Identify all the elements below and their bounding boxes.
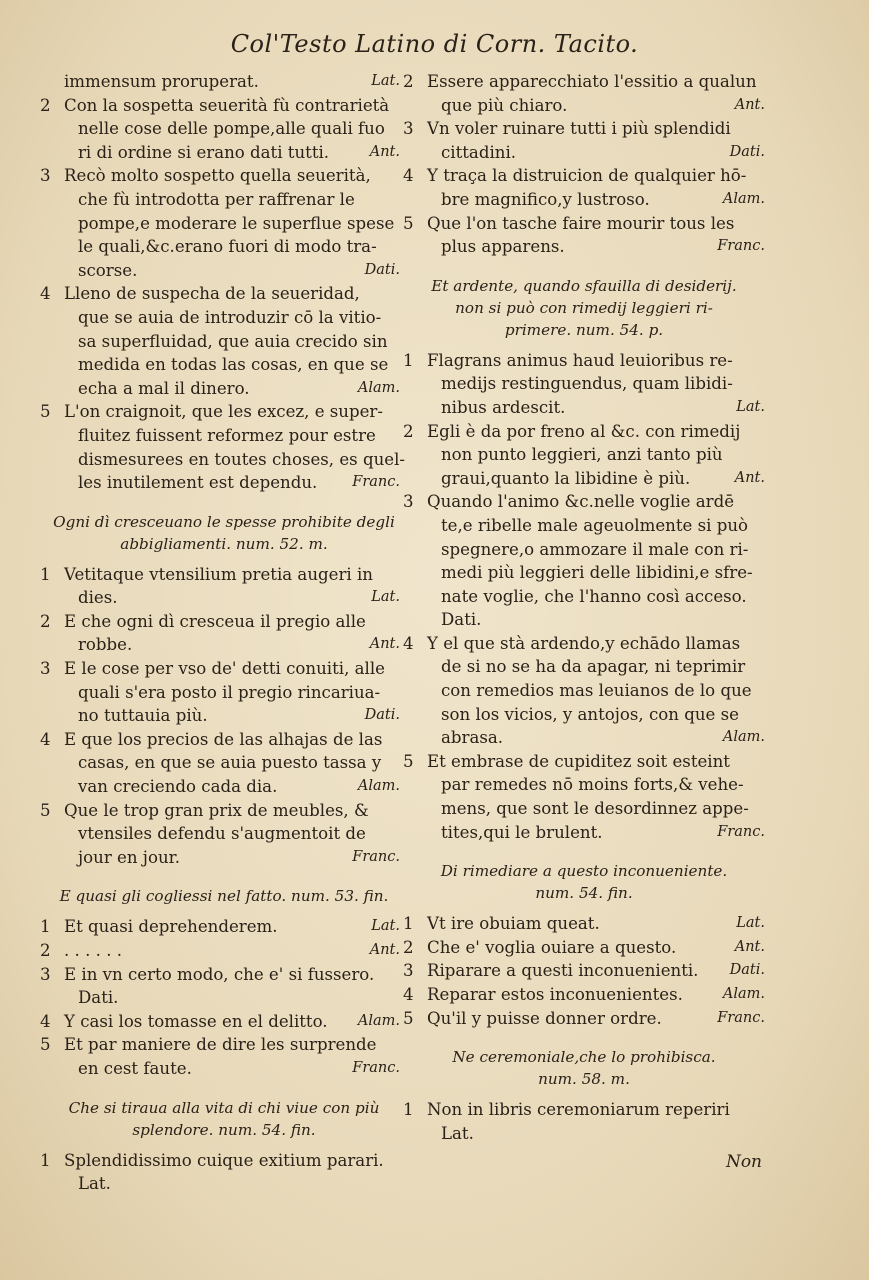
source-tag: Alam. [357, 1012, 400, 1029]
line-text: casas, en que se auia puesto tassa y [78, 753, 382, 773]
source-tag: Lat. [736, 398, 765, 415]
heading-line: Di rimediare a questo inconueniente. [440, 862, 728, 881]
catchword: Non [725, 1152, 762, 1172]
source-tag: Franc. [717, 1009, 765, 1026]
verse-number: 5 [403, 751, 414, 771]
line-text: scorse. [78, 260, 138, 280]
line-text: robbe. [78, 635, 133, 655]
text-line [403, 912, 765, 936]
section-heading [40, 1097, 408, 1141]
line-text: ri di ordine si erano dati tutti. [78, 142, 330, 162]
section-heading [403, 860, 765, 904]
text-line [403, 70, 765, 94]
text-line [40, 657, 408, 681]
verse-number: 2 [40, 611, 51, 631]
text-line [40, 775, 408, 799]
line-text: Qu'il y puisse donner ordre. [427, 1008, 662, 1028]
line-text: L'on craignoit, que les excez, e super- [64, 402, 383, 422]
verse-number: 1 [40, 564, 51, 584]
line-text: Reparar estos inconuenientes. [427, 985, 683, 1004]
source-tag: Dati. [364, 261, 400, 278]
text-line [403, 1098, 765, 1122]
line-text: par remedes nō moins forts,& vehe- [441, 775, 744, 795]
line-text: E in vn certo modo, che e' si fussero. [64, 964, 375, 984]
line-text: que se auia de introduzir cō la vitio- [78, 307, 382, 327]
verse-number: 5 [40, 800, 51, 820]
text-line [403, 773, 765, 797]
text-line [40, 633, 408, 657]
text-line [40, 141, 408, 165]
source-tag: Franc. [352, 474, 400, 491]
verse-number: 4 [403, 166, 414, 186]
left-column [40, 70, 408, 1196]
text-line [403, 703, 765, 727]
source-tag: Lat. [371, 589, 400, 606]
line-text: fluitez fuissent reformez pour estre [78, 425, 376, 445]
line-text: spegnere,o ammozare il male con ri- [441, 539, 749, 559]
verse-number: 2 [403, 421, 414, 441]
text-line [40, 822, 408, 846]
line-text: Vt ire obuiam queat. [427, 914, 600, 934]
text-line [40, 563, 408, 587]
text-line [403, 655, 765, 679]
text-line [40, 963, 408, 987]
text-line [403, 959, 765, 983]
line-text: E che ogni dì cresceua il pregio alle [64, 611, 366, 631]
text-line [40, 94, 408, 118]
text-line [403, 1007, 765, 1031]
verse-number: 3 [403, 492, 414, 512]
line-text: Y traça la distruicion de qualquier hō- [427, 166, 747, 186]
verse-number: 5 [40, 1035, 51, 1055]
line-text: Et embrase de cupiditez soit esteint [427, 751, 730, 771]
line-text: Y casi los tomasse en el delitto. [64, 1011, 328, 1031]
source-tag: Dati. [729, 143, 765, 160]
line-text: nibus ardescit. [441, 397, 566, 417]
line-text: Riparare a questi inconuenienti. [427, 961, 699, 981]
text-line [403, 141, 765, 165]
verse-number: 2 [40, 95, 51, 115]
verse-number: 3 [40, 659, 51, 679]
line-text: medi più leggieri delle libidini,e sfre- [441, 563, 753, 583]
text-line [40, 681, 408, 705]
verse-number: 2 [403, 937, 414, 957]
source-tag: Ant. [369, 143, 400, 160]
text-line [40, 424, 408, 448]
text-line [403, 467, 765, 491]
heading-line: Che si tiraua alla vita di chi viue con più [68, 1098, 380, 1117]
source-tag: Alam. [722, 190, 765, 207]
line-text: Egli è da por freno al &c. con rimedij [427, 421, 741, 441]
text-line [40, 70, 408, 94]
line-text: te,e ribelle male ageuolmente si può [441, 515, 749, 535]
text-line [40, 164, 408, 188]
heading-line: non si può con rimedij leggieri ri- [455, 298, 713, 317]
text-line [403, 188, 765, 212]
source-tag: Franc. [352, 1059, 400, 1076]
line-text: cittadini. [441, 142, 517, 162]
line-text: Splendidissimo cuique exitium parari. [64, 1150, 384, 1170]
text-line [403, 235, 765, 259]
verse-number: 3 [40, 166, 51, 186]
heading-line: Ogni dì cresceuano le spesse prohibite degli [53, 512, 395, 531]
verse-number: 2 [40, 941, 51, 960]
heading-line: num. 58. m. [538, 1070, 630, 1089]
line-text: Quando l'animo &c.nelle voglie ardē [427, 492, 735, 512]
text-line [40, 188, 408, 212]
text-line [403, 490, 765, 514]
line-text: le quali,&c.erano fuori di modo tra- [78, 237, 377, 257]
line-text: medida en todas las cosas, en que se [78, 355, 389, 375]
line-text: Et quasi deprehenderem. [64, 917, 278, 937]
text-line [403, 561, 765, 585]
text-line [40, 1149, 408, 1173]
text-line [403, 797, 765, 821]
text-line [40, 846, 408, 870]
heading-line: num. 54. fin. [535, 884, 633, 903]
line-text: van creciendo cada dia. [78, 777, 278, 797]
text-line [403, 117, 765, 141]
line-text: Et par maniere de dire les surprende [64, 1035, 377, 1055]
text-line [40, 212, 408, 236]
text-line [403, 164, 765, 188]
line-text: Dati. [441, 610, 482, 630]
section-heading [403, 1046, 765, 1090]
line-text: nate voglie, che l'hanno così acceso. [441, 586, 747, 606]
running-header: Col'Testo Latino di Corn. Tacito. [230, 30, 639, 58]
source-tag: Lat. [736, 915, 765, 932]
text-line [40, 330, 408, 354]
text-line [40, 915, 408, 939]
line-text: Lleno de suspecha de la seueridad, [64, 284, 360, 304]
line-text: graui,quanto la libidine è più. [441, 468, 691, 488]
line-text: Lat. [78, 1174, 111, 1194]
text-line [403, 726, 765, 750]
line-text: pompe,e moderare le superflue spese [78, 213, 395, 233]
source-tag: Alam. [357, 379, 400, 396]
text-line [403, 212, 765, 236]
source-tag: Dati. [729, 962, 765, 979]
line-text: bre magnifico,y lustroso. [441, 189, 650, 209]
line-text: nelle cose delle pompe,alle quali fuo [78, 119, 385, 139]
verse-number: 4 [403, 633, 414, 653]
line-text: Che e' voglia ouiare a questo. [427, 937, 677, 957]
heading-line: E quasi gli cogliessi nel fatto. num. 53. fin. [59, 887, 389, 906]
heading-line: Et ardente, quando sfauilla di desiderij. [431, 276, 737, 295]
line-text: jour en jour. [78, 847, 181, 867]
text-line [40, 1010, 408, 1034]
source-tag: Lat. [371, 73, 400, 89]
verse-number: 4 [40, 284, 51, 304]
verse-number: 5 [403, 1008, 414, 1028]
text-line [40, 235, 408, 259]
line-text: que più chiaro. [441, 95, 568, 115]
text-line [40, 448, 408, 472]
text-line [403, 821, 765, 845]
text-line [403, 443, 765, 467]
line-text: medijs restinguendus, quam libidi- [441, 374, 733, 394]
text-line [403, 679, 765, 703]
line-text: de si no se ha da apagar, ni teprimir [441, 657, 746, 677]
text-line [40, 986, 408, 1010]
verse-number: 4 [40, 729, 51, 749]
verse-number: 4 [403, 985, 414, 1004]
source-tag: Alam. [722, 729, 765, 746]
text-line [403, 1122, 765, 1146]
section-heading [403, 275, 765, 341]
source-tag: Alam. [357, 778, 400, 795]
heading-line: splendore. num. 54. fin. [132, 1120, 316, 1139]
line-text: en cest faute. [78, 1058, 192, 1078]
source-tag: Ant. [369, 636, 400, 653]
verse-number: 2 [403, 72, 414, 91]
text-line [403, 936, 765, 960]
text-line [403, 632, 765, 656]
verse-number: 3 [40, 964, 51, 984]
line-text: non punto leggieri, anzi tanto più [441, 445, 723, 465]
source-tag: Ant. [734, 469, 765, 486]
line-text: Con la sospetta seuerità fù contrarietà [64, 95, 390, 115]
text-line [40, 1172, 408, 1196]
text-line [40, 306, 408, 330]
text-line [40, 471, 408, 495]
verse-number: 1 [40, 1150, 51, 1170]
text-line [403, 396, 765, 420]
text-line [40, 799, 408, 823]
section-heading [40, 511, 408, 555]
line-text: . . . . . . [64, 941, 123, 960]
source-tag: Dati. [364, 707, 400, 724]
line-text: Que l'on tasche faire mourir tous les [427, 213, 735, 233]
verse-number: 1 [403, 350, 414, 370]
text-line [40, 939, 408, 963]
line-text: sa superfluidad, que auia crecido sin [78, 331, 388, 351]
text-line [403, 608, 765, 632]
line-text: E le cose per vso de' detti conuiti, alle [64, 659, 385, 679]
text-line [40, 259, 408, 283]
source-tag: Alam. [722, 986, 765, 1002]
text-line [40, 586, 408, 610]
line-text: Flagrans animus haud leuioribus re- [427, 350, 733, 370]
line-text: Recò molto sospetto quella seuerità, [64, 166, 371, 186]
source-tag: Franc. [352, 848, 400, 865]
line-text: son los vicios, y antojos, con que se [441, 704, 739, 724]
text-line [403, 585, 765, 609]
line-text: plus apparens. [441, 237, 565, 257]
text-line [403, 372, 765, 396]
line-text: Y el que stà ardendo,y echādo llamas [427, 633, 741, 653]
text-line [403, 349, 765, 373]
line-text: E que los precios de las alhajas de las [64, 729, 383, 749]
line-text: quali s'era posto il pregio rincariua- [78, 682, 381, 702]
verse-number: 1 [40, 917, 51, 937]
text-line [40, 377, 408, 401]
heading-line: abbigliamenti. num. 52. m. [120, 534, 328, 553]
line-text: Non in libris ceremoniarum reperiri [427, 1100, 730, 1120]
text-line [403, 94, 765, 118]
line-text: Essere apparecchiato l'essitio a qualun [427, 72, 757, 91]
verse-number: 5 [403, 213, 414, 233]
line-text: Lat. [441, 1123, 474, 1143]
line-text: dismesurees en toutes choses, es quel- [78, 449, 405, 469]
line-text: echa a mal il dinero. [78, 378, 250, 398]
line-text: mens, que sont le desordinnez appe- [441, 799, 749, 819]
text-line [40, 400, 408, 424]
text-line [40, 353, 408, 377]
verse-number: 3 [403, 961, 414, 981]
text-line [403, 750, 765, 774]
line-text: Dati. [78, 988, 119, 1008]
text-line [40, 728, 408, 752]
line-text: che fù introdotta per raffrenar le [78, 189, 355, 209]
line-text: Vn voler ruinare tutti i più splendidi [427, 119, 731, 139]
text-line [40, 1057, 408, 1081]
source-tag: Ant. [734, 96, 765, 113]
source-tag: Ant. [734, 938, 765, 955]
text-line [403, 514, 765, 538]
source-tag: Lat. [371, 918, 400, 935]
line-text: Vetitaque vtensilium pretia augeri in [64, 564, 373, 584]
section-heading [40, 885, 408, 907]
line-text: les inutilement est dependu. [78, 473, 318, 493]
text-line [403, 420, 765, 444]
verse-number: 3 [403, 119, 414, 139]
text-line [40, 751, 408, 775]
line-text: Que le trop gran prix de meubles, & [64, 800, 369, 820]
line-text: con remedios mas leuianos de lo que [441, 681, 752, 701]
heading-line: primere. num. 54. p. [504, 320, 664, 339]
right-column [403, 70, 765, 1145]
text-line [40, 117, 408, 141]
source-tag: Ant. [369, 942, 400, 958]
verse-number: 5 [40, 402, 51, 422]
source-tag: Franc. [717, 823, 765, 840]
line-text: immensum proruperat. [64, 72, 259, 91]
line-text: tites,qui le brulent. [441, 822, 603, 842]
heading-line: Ne ceremoniale,che lo prohibisca. [452, 1048, 716, 1067]
text-line [40, 610, 408, 634]
line-text: vtensiles defendu s'augmentoit de [78, 824, 366, 844]
text-line [403, 983, 765, 1007]
text-line [40, 704, 408, 728]
line-text: abrasa. [441, 728, 504, 748]
text-line [40, 282, 408, 306]
line-text: no tuttauia più. [78, 706, 208, 726]
verse-number: 4 [40, 1011, 51, 1031]
text-line [403, 538, 765, 562]
source-tag: Franc. [717, 238, 765, 255]
verse-number: 1 [403, 1100, 414, 1120]
text-line [40, 1033, 408, 1057]
verse-number: 1 [403, 914, 414, 934]
line-text: dies. [78, 588, 118, 608]
